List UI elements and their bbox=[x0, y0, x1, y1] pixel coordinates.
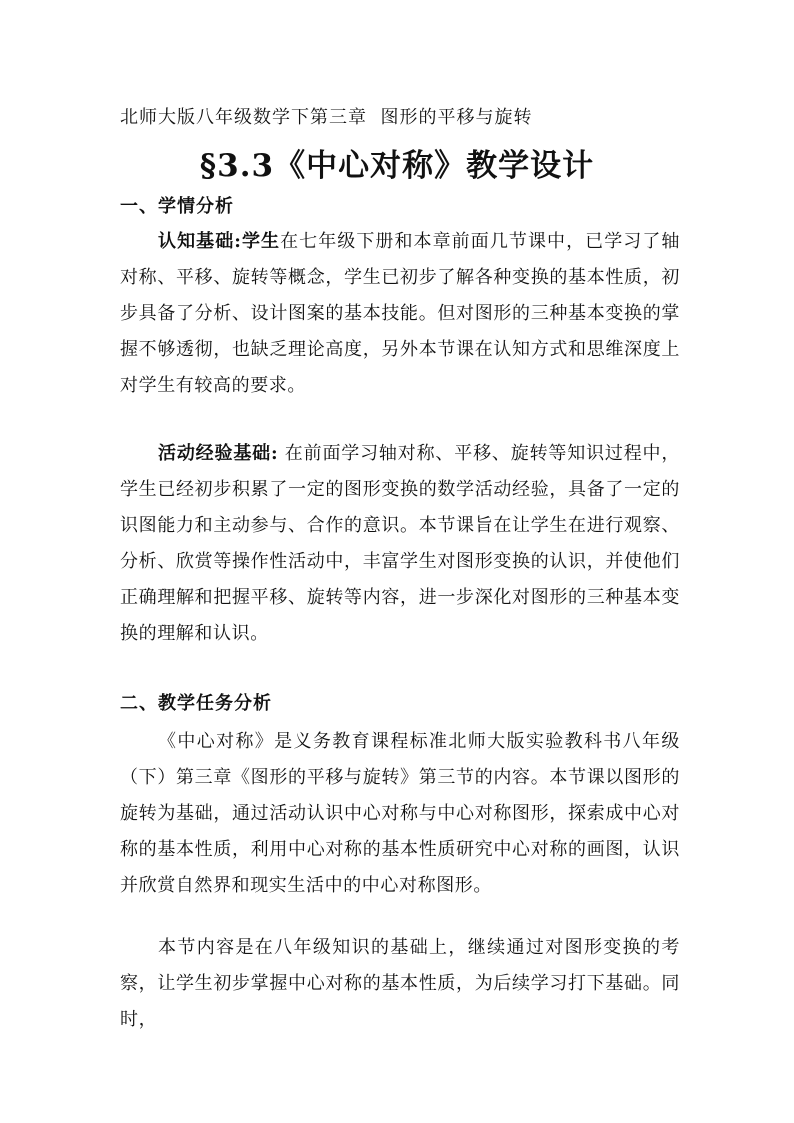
paragraph-cognitive-basis bbox=[120, 224, 680, 404]
paragraph-lead: 活动经验基础: bbox=[158, 443, 279, 464]
section-heading-2: 二、教学任务分析 bbox=[120, 693, 272, 714]
paragraph-lead-subject: 学生 bbox=[241, 231, 281, 252]
document-header: 北师大版八年级数学下第三章 图形的平移与旋转 bbox=[120, 107, 533, 128]
paragraph-text: 《中心对称》是义务教育课程标准北师大版实验教科书八年级（下）第三章《图形的平移与旋转》第三节的内容。本节课以图形的旋转为基础，通过活动认识中心对称与中心对称图形，探索成中心对称的基本性质，利用中心对称的基本性质研究中心对称的画图，认识并欣赏自然界和现实生活中的中心对称图形。 bbox=[120, 731, 680, 896]
paragraph-content-intro bbox=[120, 930, 680, 1038]
paragraph-text: 在前面学习轴对称、平移、旋转等知识过程中，学生已经初步积累了一定的图形变换的数学活动经验，具备了一定的识图能力和主动参与、合作的意识。本节课旨在让学生在进行观察、分析、欣赏等操作性活动中，丰富学生对图形变换的认识，并使他们正确理解和把握平移、旋转等内容，进一步深化对图形的三种基本变换的理解和认识。 bbox=[120, 443, 680, 644]
paragraph-activity-experience bbox=[120, 436, 680, 652]
document-title: §3.3《中心对称》教学设计 bbox=[199, 148, 595, 184]
section-heading-1: 一、学情分析 bbox=[120, 196, 234, 217]
paragraph-text: 在七年级下册和本章前面几节课中，已学习了轴对称、平移、旋转等概念，学生已初步了解各种变换的基本性质，初步具备了分析、设计图案的基本技能。但对图形的三种基本变换的掌握不够透彻，也缺乏理论高度，另外本节课在认知方式和思维深度上对学生有较高的要求。 bbox=[120, 231, 680, 396]
paragraph-task-analysis bbox=[120, 724, 680, 904]
paragraph-lead: 认知基础: bbox=[158, 231, 242, 252]
paragraph-text: 本节内容是在八年级知识的基础上，继续通过对图形变换的考察，让学生初步掌握中心对称的基本性质，为后续学习打下基础。同时， bbox=[120, 937, 680, 1030]
